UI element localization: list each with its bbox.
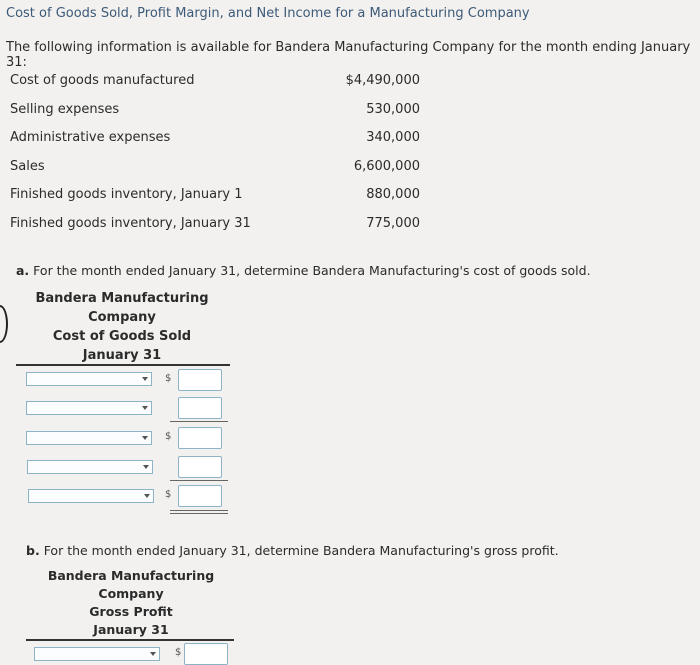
- info-row-admin: [10, 130, 420, 150]
- chevron-down-icon: [144, 494, 150, 498]
- cogs-line-3-amount[interactable]: [178, 427, 222, 449]
- info-value: 530,000: [366, 102, 420, 117]
- statement-date: January 31: [82, 348, 162, 363]
- total-double-line: [170, 510, 228, 511]
- info-row-sales: [10, 159, 420, 179]
- info-value: 6,600,000: [353, 159, 420, 174]
- cogs-line-3-select[interactable]: [26, 431, 152, 445]
- dollar-sign: $: [175, 647, 182, 658]
- chevron-down-icon: [142, 436, 148, 440]
- info-label: Finished goods inventory, January 1: [10, 187, 243, 202]
- part-a-question: [16, 263, 591, 278]
- info-label: Administrative expenses: [10, 130, 171, 145]
- subtotal-line: [170, 421, 228, 422]
- info-row-selling: [10, 102, 420, 122]
- info-row-fg-jan1: [10, 187, 420, 207]
- dollar-sign: $: [165, 373, 172, 384]
- heading-rule: [26, 639, 234, 641]
- subtotal-line: [170, 480, 228, 481]
- info-label: Finished goods inventory, January 31: [10, 216, 251, 231]
- dollar-sign: $: [165, 431, 172, 442]
- bracket-decoration: [0, 305, 8, 343]
- chevron-down-icon: [150, 652, 156, 656]
- part-b-letter: b.: [26, 543, 40, 558]
- part-a-question-text: For the month ended January 31, determine Bandera Manufacturing's cost of goods sold.: [33, 263, 591, 278]
- intro-text: The following information is available for Bandera Manufacturing Company for the month ending January 31:: [6, 40, 691, 70]
- cogs-line-2-select[interactable]: [26, 401, 152, 415]
- heading-rule: [16, 364, 230, 366]
- info-label: Selling expenses: [10, 102, 120, 117]
- info-value: 340,000: [366, 130, 420, 145]
- info-row-fg-jan31: [10, 216, 420, 236]
- info-value: 880,000: [366, 187, 420, 202]
- cogs-line-1-amount[interactable]: [178, 369, 222, 391]
- info-label: Cost of goods manufactured: [10, 73, 195, 88]
- part-a-heading: [34, 289, 210, 365]
- statement-date: January 31: [93, 622, 169, 637]
- info-label: Sales: [10, 159, 45, 174]
- chevron-down-icon: [142, 406, 148, 410]
- dollar-sign: $: [165, 489, 172, 500]
- total-double-line: [170, 513, 228, 514]
- company-name: Bandera Manufacturing: [35, 291, 209, 306]
- cogs-line-4-amount[interactable]: [178, 456, 222, 478]
- company-suffix: Company: [98, 586, 164, 601]
- cogs-line-1-select[interactable]: [26, 372, 152, 386]
- info-row-cogm: [10, 73, 420, 93]
- cogs-line-4-select[interactable]: [27, 460, 153, 474]
- part-b-question: [26, 543, 559, 558]
- chevron-down-icon: [143, 465, 149, 469]
- info-value: 775,000: [366, 216, 420, 231]
- cogs-total-amount[interactable]: [178, 485, 222, 507]
- info-value: $4,490,000: [345, 73, 420, 88]
- part-b-heading: [43, 567, 219, 639]
- cogs-total-select[interactable]: [28, 489, 154, 503]
- chevron-down-icon: [142, 377, 148, 381]
- cogs-line-2-amount[interactable]: [178, 397, 222, 419]
- part-b-question-text: For the month ended January 31, determine Bandera Manufacturing's gross profit.: [43, 543, 559, 558]
- statement-title: Cost of Goods Sold: [52, 329, 192, 344]
- page-title: Cost of Goods Sold, Profit Margin, and Net Income for a Manufacturing Company: [6, 6, 530, 21]
- gross-profit-line-1-select[interactable]: [34, 647, 160, 661]
- company-suffix: Company: [88, 310, 156, 325]
- company-name: Bandera Manufacturing: [47, 568, 215, 583]
- statement-title: Gross Profit: [89, 604, 173, 619]
- part-a-letter: a.: [16, 263, 30, 278]
